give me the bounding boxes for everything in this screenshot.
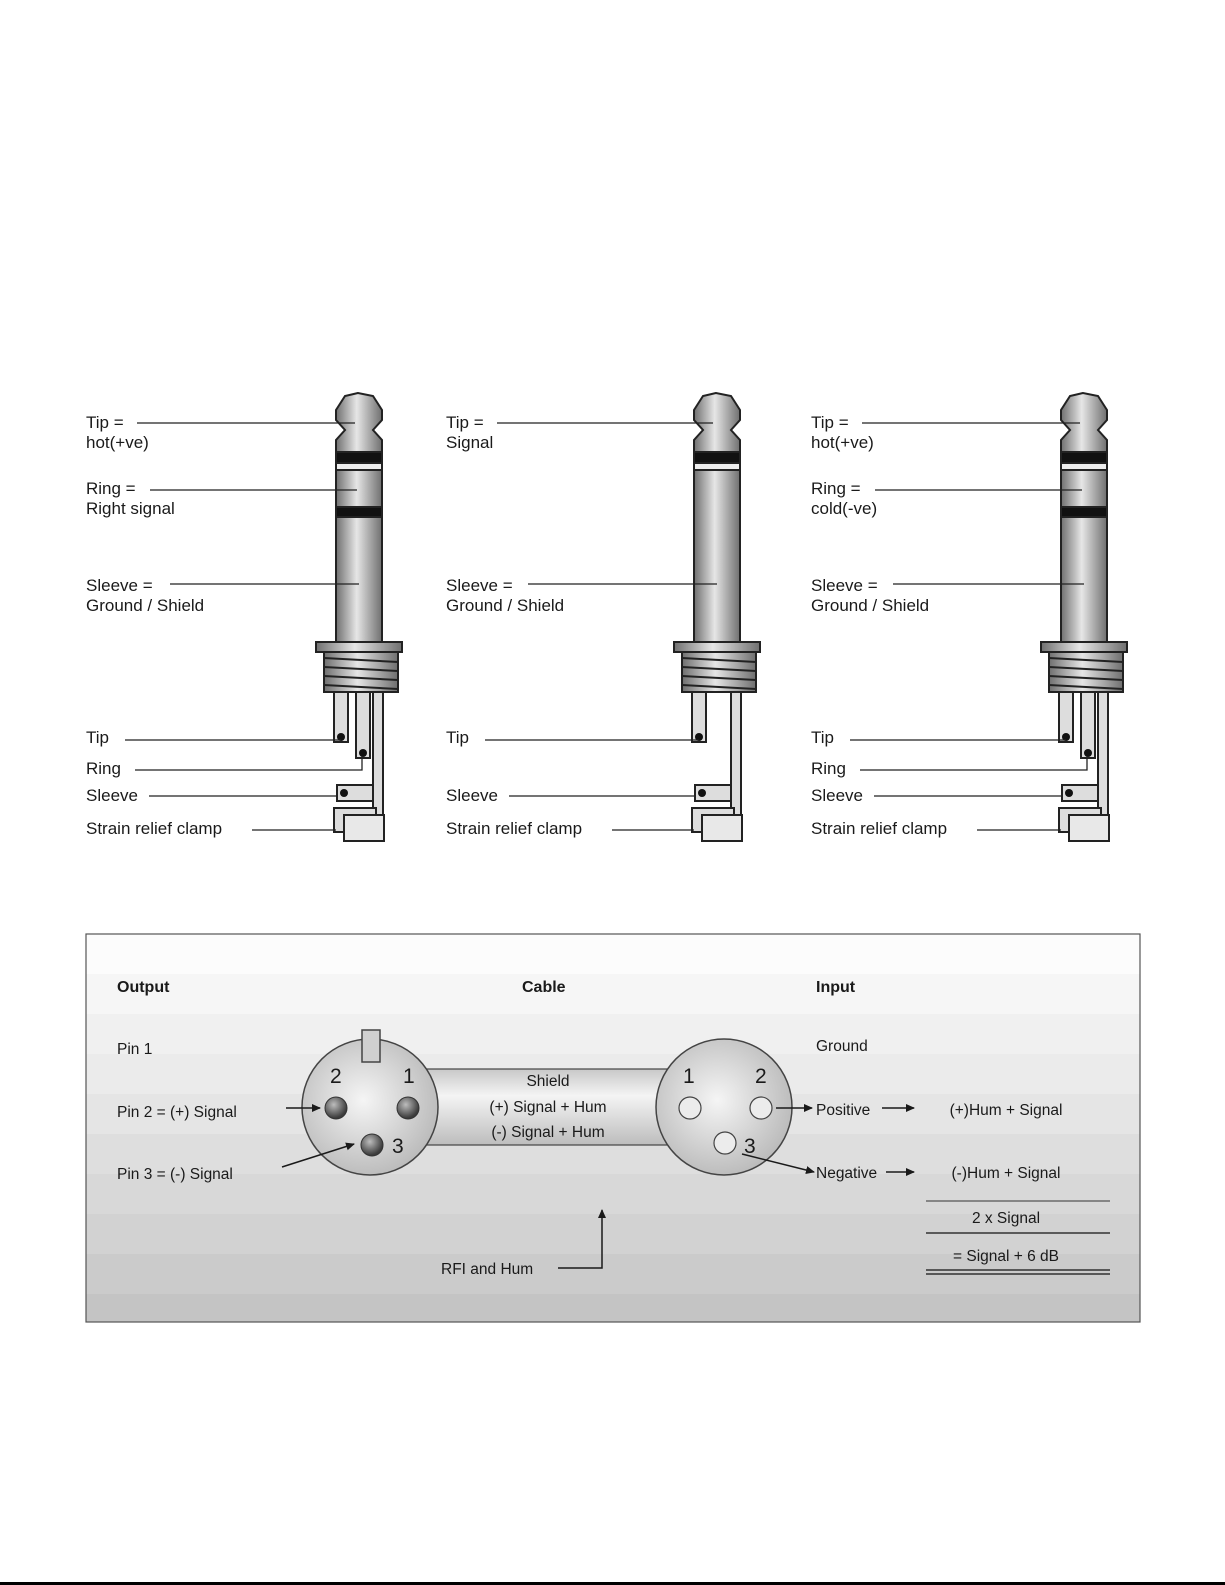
- jack2-tip-label: Tip =: [446, 413, 484, 432]
- jack3-tip-terminal: Tip: [811, 728, 834, 747]
- input-positive-label: Positive: [816, 1102, 871, 1119]
- jack-trs-stereo: [86, 393, 402, 841]
- xlr-female-pin-2: [750, 1097, 772, 1119]
- xlr-male-pin-2: [325, 1097, 347, 1119]
- input-ground-label: Ground: [816, 1038, 868, 1055]
- xlr-left-pin-number-1: 1: [403, 1065, 415, 1088]
- xlr-female-connector: [656, 1039, 792, 1175]
- xlr-left-pin-number-2: 2: [330, 1065, 342, 1088]
- xlr-balanced-panel: [86, 934, 1140, 1322]
- sum-label: 2 x Signal: [971, 1210, 1041, 1227]
- jack-plug-2: [674, 393, 760, 841]
- xlr-right-pin-number-3: 3: [744, 1135, 756, 1158]
- xlr-left-pin-number-3: 3: [392, 1135, 404, 1158]
- jack3-sleeve-label: Sleeve =: [811, 576, 878, 595]
- cable-positive-label: (+) Signal + Hum: [489, 1099, 607, 1116]
- jack3-sleeve-value: Ground / Shield: [811, 596, 930, 615]
- jack1-tip-value: hot(+ve): [86, 433, 149, 452]
- jack3-clamp-label: Strain relief clamp: [811, 819, 948, 838]
- jack1-sleeve-value: Ground / Shield: [86, 596, 205, 615]
- output-pin2-label: Pin 2 = (+) Signal: [117, 1104, 237, 1121]
- output-pin3-label: Pin 3 = (-) Signal: [117, 1166, 233, 1183]
- total-label: = Signal + 6 dB: [953, 1248, 1059, 1265]
- jack2-clamp-label: Strain relief clamp: [446, 819, 583, 838]
- result-negative: (-)Hum + Signal: [951, 1165, 1061, 1182]
- jack1-sleeve-terminal: Sleeve: [86, 786, 138, 805]
- jack3-ring-value: cold(-ve): [811, 499, 878, 518]
- xlr-male-pin-3: [361, 1134, 383, 1156]
- jack2-sleeve-terminal: Sleeve: [446, 786, 498, 805]
- jack2-tip-value: Signal: [446, 433, 494, 452]
- result-positive: (+)Hum + Signal: [949, 1102, 1063, 1119]
- xlr-male-pin-1: [397, 1097, 419, 1119]
- jack1-ring-label: Ring =: [86, 479, 136, 498]
- jack-ts-mono: [446, 393, 760, 841]
- cable-shield-label: Shield: [526, 1073, 570, 1090]
- jack2-sleeve-value: Ground / Shield: [446, 596, 565, 615]
- jack1-clamp-label: Strain relief clamp: [86, 819, 223, 838]
- xlr-female-pin-1: [679, 1097, 701, 1119]
- jack1-tip-label: Tip =: [86, 413, 124, 432]
- jack3-ring-terminal: Ring: [811, 759, 846, 778]
- jack3-tip-value: hot(+ve): [811, 433, 874, 452]
- xlr-key-notch: [362, 1030, 380, 1062]
- jack3-sleeve-terminal: Sleeve: [811, 786, 863, 805]
- input-header: Input: [816, 979, 856, 996]
- rfi-hum-label: RFI and Hum: [441, 1261, 534, 1278]
- jack-plug-1: [316, 393, 402, 841]
- cable-header: Cable: [522, 979, 566, 996]
- jack-trs-balanced: [811, 393, 1127, 841]
- xlr-female-pin-3: [714, 1132, 736, 1154]
- jack1-ring-value: Right signal: [86, 499, 175, 518]
- output-pin1-label: Pin 1: [117, 1041, 153, 1058]
- jack1-sleeve-label: Sleeve =: [86, 576, 153, 595]
- jack3-tip-label: Tip =: [811, 413, 849, 432]
- jack2-sleeve-label: Sleeve =: [446, 576, 513, 595]
- jack2-tip-terminal: Tip: [446, 728, 469, 747]
- jack-plug-3: [1041, 393, 1127, 841]
- jack3-ring-label: Ring =: [811, 479, 861, 498]
- xlr-right-pin-number-2: 2: [755, 1065, 767, 1088]
- cable-negative-label: (-) Signal + Hum: [491, 1124, 605, 1141]
- jack1-ring-terminal: Ring: [86, 759, 121, 778]
- input-negative-label: Negative: [816, 1165, 878, 1182]
- jack1-tip-terminal: Tip: [86, 728, 109, 747]
- output-header: Output: [117, 979, 170, 996]
- xlr-right-pin-number-1: 1: [683, 1065, 695, 1088]
